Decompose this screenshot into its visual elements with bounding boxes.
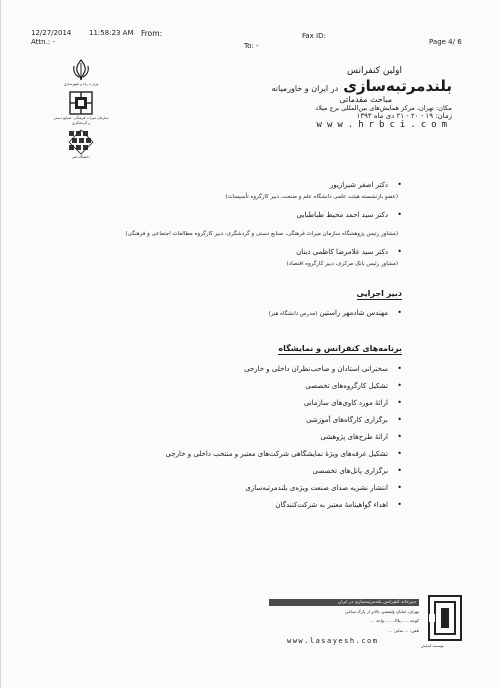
program-item: • برگزاری کارگاه‌های آموزشی: [112, 416, 402, 424]
executive-heading-row: [112, 281, 402, 300]
fax-from-label: From:: [141, 29, 163, 38]
iran-emblem-icon: [70, 58, 92, 82]
body-content: [112, 181, 402, 518]
program-item: • ارائهٔ طرح‌های پژوهشی: [112, 433, 402, 441]
fax-time: 11:58:23 AM: [89, 29, 134, 37]
committee-member-role: (عضو بازنشسته هیئت علمی دانشگاه علم و صنعت، دبیر کارگروه تأسیسات): [225, 194, 398, 200]
sponsor-logo: [51, 129, 111, 159]
sponsor-logo-label: دانشگاه هنر: [72, 154, 90, 159]
executive-heading: دبیر اجرایی: [356, 289, 402, 298]
footer-address-line: تهران، خیابان ولیعصر، بالاتر از پارک ساعی: [345, 609, 419, 614]
program-heading: برنامه‌های کنفرانس و نمایشگاه: [278, 344, 402, 353]
sponsor-logo: [51, 58, 111, 86]
fax-date: 12/27/2014: [31, 29, 72, 37]
committee-member-role: (مشاور رئیس بانک مرکزی، دبیر کارگروه اقتصاد): [286, 261, 398, 267]
organizer-logo-icon: [427, 594, 463, 642]
conference-header: [252, 66, 452, 130]
conference-url[interactable]: www.hrbci.com: [316, 120, 452, 130]
fax-id-label: Fax ID:: [302, 32, 326, 40]
program-item: • تشکیل غرفه‌های ویژهٔ نمایشگاهی شرکت‌های معتبر و منتخب داخلی و خارجی: [112, 450, 402, 458]
fax-header: [1, 0, 500, 56]
executive-name: مهندس شادمهر راستین: [319, 309, 388, 317]
program-heading-row: [112, 336, 402, 355]
footer-address-line: تلفن: ... نمابر: ...: [388, 628, 419, 633]
program-item: • ارائهٔ مورد کاوی‌های سازمانی: [112, 399, 402, 407]
program-item: • سخنرانی استادان و صاحب‌نظران داخلی و خارجی: [112, 365, 402, 373]
conference-title-sub: در ایران و خاورمیانه: [271, 84, 339, 93]
footer: [269, 592, 481, 662]
committee-member: • دکتر سید احمد محیط طباطبایی: [112, 211, 402, 219]
conference-title-row: [252, 76, 452, 95]
program-item: • انتشار نشریه صدای صنعت ویژه‌ی بلندمرتبه‌سازی: [112, 484, 402, 492]
program-list: [112, 365, 402, 509]
fax-attn-label: Attn.: -: [31, 38, 55, 46]
program-item: • برگزاری پانل‌های تخصصی: [112, 467, 402, 475]
cultural-heritage-logo-icon: [68, 90, 94, 116]
art-university-logo-icon: [67, 129, 95, 155]
organizer-logo-label: مؤسسه آسایش: [421, 644, 445, 648]
footer-url[interactable]: www.lasayesh.com: [287, 637, 379, 645]
program-item: • تشکیل کارگروه‌های تخصصی: [112, 382, 402, 390]
fax-to-label: To: -: [244, 42, 259, 50]
committee-member: • دکتر اصغر شیرازپور: [112, 181, 402, 189]
sponsor-logo-label: وزارت راه و شهرسازی: [63, 82, 99, 86]
sponsor-logos: [51, 58, 111, 163]
footer-address-line: کوچه ... ، پلاک ... ، واحد ...: [370, 618, 419, 623]
conference-place: مکان: تهران، مرکز همایش‌های بین‌المللی برج میلاد: [315, 104, 452, 112]
conference-section: مباحث مقدماتی: [339, 95, 392, 104]
committee-member: • دکتر سید غلامرضا کاظمی دینان: [112, 248, 402, 256]
sponsor-logo: [51, 90, 111, 125]
conference-subtitle: اولین کنفرانس: [346, 66, 402, 76]
program-item: • اهداء گواهینامهٔ معتبر به شرکت‌کنندگان: [112, 501, 402, 509]
executive-role: (مدرس دانشگاه هنر): [268, 311, 318, 317]
fax-page-label: Page 4/ 6: [429, 38, 462, 46]
committee-member-role: (مشاور رئیس پژوهشگاه سازمان میراث فرهنگی، صنایع دستی و گردشگری، دبیر کارگروه مطالعات اجتماعی و فرهنگی): [125, 231, 398, 237]
footer-bar: دبیرخانه کنفرانس بلندمرتبه‌سازی در ایران: [269, 599, 419, 606]
sponsor-logo-label: سازمان میراث فرهنگی، صنایع دستی و گردشگری: [53, 116, 109, 125]
conference-title: بلندمرتبه‌سازی: [343, 77, 452, 95]
conference-date: زمان: ۱۹ - ۲۰ - ۲۱ دی ماه ۱۳۹۳: [356, 112, 452, 120]
executive-member: [112, 309, 402, 317]
